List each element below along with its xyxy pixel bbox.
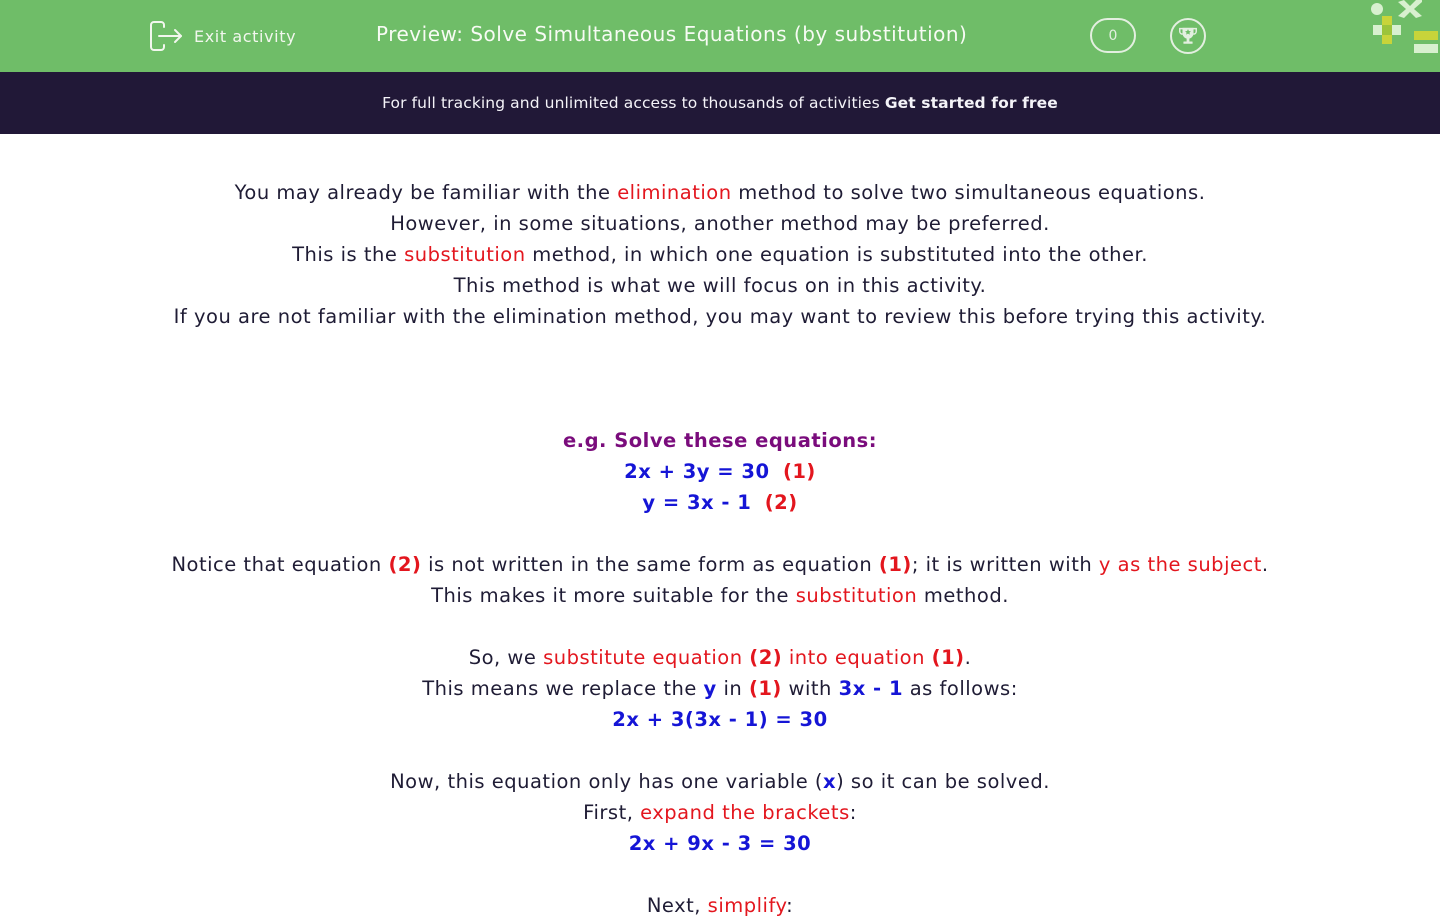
equation-3: 2x + 3(3x - 1) = 30 bbox=[612, 708, 828, 731]
simplify-line: Next, simplify: bbox=[646, 894, 794, 917]
notice-line: Notice that equation (2) is not written in the same form as equation (1); it is written with y as the subject. bbox=[171, 553, 1269, 576]
brand-logo-icon bbox=[1366, 0, 1440, 56]
exit-icon bbox=[150, 21, 184, 51]
substitute-line: So, we substitute equation (2) into equation (1). bbox=[468, 646, 972, 669]
example-heading: e.g. Solve these equations: bbox=[562, 429, 878, 452]
equation-1: 2x + 3y = 30 (1) bbox=[624, 460, 816, 483]
exit-activity-label: Exit activity bbox=[194, 26, 297, 46]
intro-line-4: This method is what we will focus on in this activity. bbox=[453, 274, 987, 297]
suitable-line: This makes it more suitable for the substitution method. bbox=[431, 584, 1009, 607]
get-started-link[interactable]: Get started for free bbox=[884, 94, 1058, 112]
intro-line-1: You may already be familiar with the elimination method to solve two simultaneous equations. bbox=[234, 181, 1206, 204]
keyword-elimination: elimination bbox=[617, 181, 732, 204]
activity-title: Preview: Solve Simultaneous Equations (by substitution) bbox=[376, 22, 968, 46]
intro-line-5: If you are not familiar with the elimination method, you may want to review this before trying this activity. bbox=[173, 305, 1267, 328]
expand-line: First, expand the brackets: bbox=[583, 801, 857, 824]
equation-2: y = 3x - 1 (2) bbox=[642, 491, 798, 514]
lesson-content bbox=[0, 177, 1440, 921]
intro-line-2: However, in some situations, another method may be preferred. bbox=[390, 212, 1050, 235]
intro-line-3: This is the substitution method, in which one equation is substituted into the other. bbox=[292, 243, 1148, 266]
trophy-icon bbox=[1177, 25, 1199, 47]
promo-banner bbox=[0, 72, 1440, 134]
promo-text: For full tracking and unlimited access to thousands of activities bbox=[382, 94, 880, 112]
top-bar bbox=[0, 0, 1440, 72]
keyword-substitution: substitution bbox=[404, 243, 526, 266]
score-badge: 0 bbox=[1090, 18, 1136, 53]
exit-activity-button[interactable] bbox=[150, 20, 296, 52]
replace-line: This means we replace the y in (1) with 3x - 1 as follows: bbox=[422, 677, 1018, 700]
equation-4: 2x + 9x - 3 = 30 bbox=[628, 832, 812, 855]
trophy-button[interactable] bbox=[1170, 18, 1206, 54]
one-variable-line: Now, this equation only has one variable (x) so it can be solved. bbox=[390, 770, 1050, 793]
